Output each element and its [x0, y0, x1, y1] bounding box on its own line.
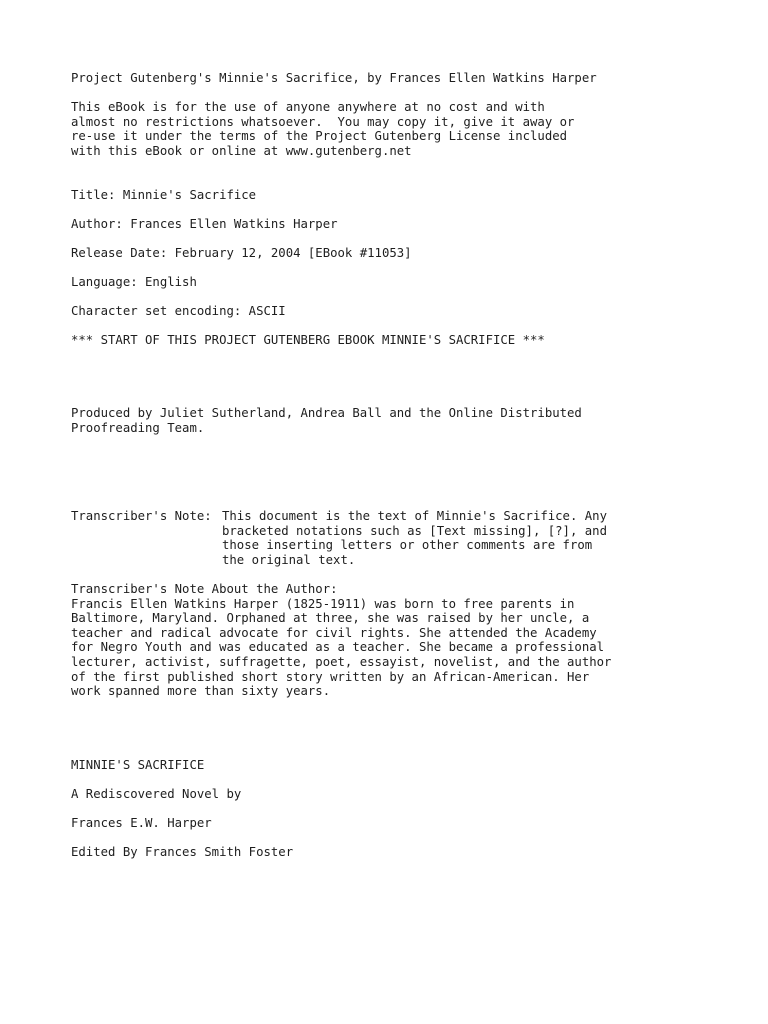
transcriber-note-label: Transcriber's Note: [71, 509, 212, 523]
author-line: Author: Frances Ellen Watkins Harper [71, 217, 338, 231]
title-line: Title: Minnie's Sacrifice [71, 188, 257, 202]
transcriber-note-line-2: bracketed notations such as [Text missing], [?], and [222, 523, 607, 538]
license-line-1: This eBook is for the use of anyone anywhere at no cost and with [71, 100, 545, 114]
header-line: Project Gutenberg's Minnie's Sacrifice, by Frances Ellen Watkins Harper [71, 71, 597, 85]
author-note-line-7: work spanned more than sixty years. [71, 684, 331, 699]
produced-line-2: Proofreading Team. [71, 420, 205, 435]
book-title: MINNIE'S SACRIFICE [71, 758, 205, 772]
editor-line: Edited By Frances Smith Foster [71, 845, 294, 859]
language-line: Language: English [71, 275, 197, 289]
release-date-line: Release Date: February 12, 2004 [EBook #11053] [71, 246, 412, 260]
author-note-line-3: teacher and radical advocate for civil rights. She attended the Academy [71, 625, 597, 640]
encoding-line: Character set encoding: ASCII [71, 304, 286, 318]
book-author: Frances E.W. Harper [71, 816, 212, 830]
author-note-line-4: for Negro Youth and was educated as a teacher. She became a professional [71, 640, 605, 655]
transcriber-note-line-4: the original text. [222, 552, 356, 567]
license-line-3: re-use it under the terms of the Project Gutenberg License included [71, 129, 568, 144]
author-note-line-2: Baltimore, Maryland. Orphaned at three, she was raised by her uncle, a [71, 611, 590, 626]
license-line-2: almost no restrictions whatsoever. You may copy it, give it away or [71, 114, 575, 129]
transcriber-note-line-1: This document is the text of Minnie's Sacrifice. Any [222, 509, 607, 523]
author-note-line-1: Francis Ellen Watkins Harper (1825-1911) was born to free parents in [71, 596, 575, 611]
author-note-heading: Transcriber's Note About the Author: [71, 582, 338, 596]
book-subtitle: A Rediscovered Novel by [71, 787, 242, 801]
license-line-4: with this eBook or online at www.gutenberg.net [71, 143, 412, 158]
author-note-line-5: lecturer, activist, suffragette, poet, essayist, novelist, and the author [71, 655, 612, 669]
produced-line-1: Produced by Juliet Sutherland, Andrea Ball and the Online Distributed [71, 406, 582, 420]
author-note-line-6: of the first published short story written by an African-American. Her [71, 669, 590, 684]
transcriber-note-line-3: those inserting letters or other comments are from [222, 538, 593, 553]
start-marker: *** START OF THIS PROJECT GUTENBERG EBOOK MINNIE'S SACRIFICE *** [71, 333, 545, 347]
